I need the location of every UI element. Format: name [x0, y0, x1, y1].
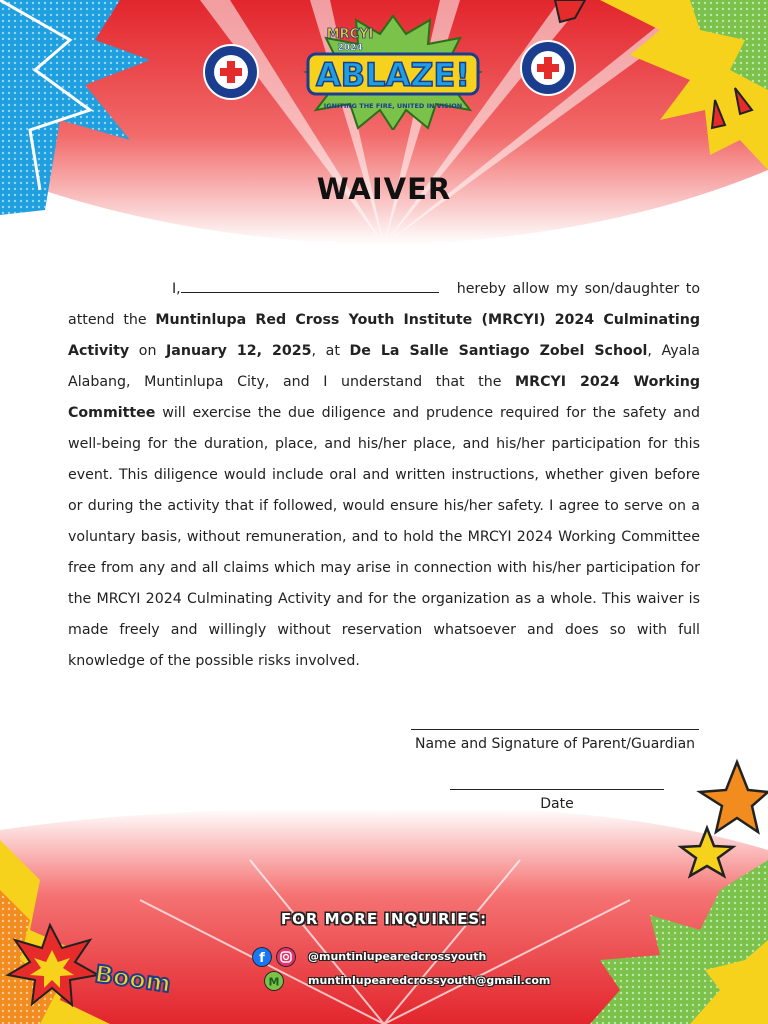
year-label: 2024 — [337, 43, 363, 53]
text-segment-g: , Ayala Alabang, Muntinlupa City, and I understand that the — [68, 343, 700, 390]
committee-bold: MRCYI 2024 Working Committee — [68, 374, 700, 421]
boom-sticker — [92, 955, 174, 1001]
facebook-icon[interactable] — [252, 947, 272, 967]
page-title: WAIVER — [316, 172, 452, 206]
svg-text:f: f — [259, 951, 265, 966]
waiver-body — [68, 274, 700, 677]
ablaze-title-text: ABLAZE! — [316, 56, 470, 94]
ablaze-event-logo — [300, 12, 486, 130]
event-date-bold: January 12, 2025 — [166, 343, 312, 359]
mrcyi-label: MRCYI — [326, 27, 374, 42]
text-segment-a: hereby allow my son/daughter to attend the — [68, 281, 700, 328]
email-address[interactable]: muntinlupearedcrossyouth@gmail.com — [308, 974, 551, 987]
text-segment-c: on — [129, 343, 167, 359]
date-label: Date — [540, 796, 574, 812]
text-segment-i: will exercise the due diligence and prudence required for the safety and well-being for the duration, place, and his/her place, and his/her participation for this event. This diligence would include oral and written instructions, whether given before or during the activity that if followed, would ensure his/her safety. I agree to serve on a voluntary basis, without remuneration, and to hold the MRCYI 2024 Working Committee free from any and all claims which may arise in connection with his/her participation for the MRCYI 2024 Culminating Activity and for the organization as a whole. This waiver is made freely and willingly without reservation whatsoever and does so with full knowledge of the possible risks involved. — [68, 405, 700, 669]
parent-signature-line[interactable] — [411, 729, 699, 730]
venue-bold: De La Salle Santiago Zobel School — [349, 343, 648, 359]
parent-signature-label: Name and Signature of Parent/Guardian — [414, 736, 696, 752]
red-cross-logo-left — [203, 44, 259, 100]
boom-text: Boom — [93, 959, 173, 999]
social-handle[interactable]: @muntinlupearedcrossyouth — [308, 950, 487, 963]
event-name-bold: Muntinlupa Red Cross Youth Institute (MRCYI) 2024 Culminating Activity — [68, 312, 700, 359]
instagram-icon[interactable] — [276, 947, 296, 967]
red-cross-youth-logo-right — [520, 40, 576, 96]
tagline: IGNITING THE FIRE, UNITED IN VISION — [323, 102, 463, 110]
parent-name-blank[interactable] — [181, 276, 439, 293]
svg-text:M: M — [268, 975, 280, 989]
inquiries-title: FOR MORE INQUIRIES: — [280, 910, 488, 928]
waiver-paragraph — [68, 274, 700, 677]
text-segment-e: , at — [311, 343, 350, 359]
email-icon[interactable] — [264, 971, 284, 991]
date-line[interactable] — [450, 789, 664, 790]
header-logos — [0, 0, 768, 150]
intro-pronoun: I, — [172, 281, 181, 297]
